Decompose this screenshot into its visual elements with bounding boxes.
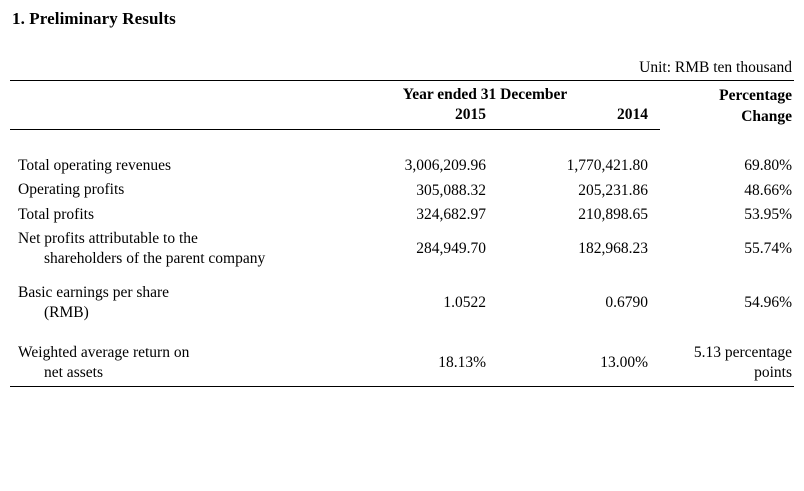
row-value-pct: 53.95% <box>744 205 793 223</box>
row-label: Total operating revenues <box>18 157 171 175</box>
row-value-2014: 13.00% <box>500 341 660 386</box>
row-value-2014: 1,770,421.80 <box>566 157 649 175</box>
row-label-line2: shareholders of the parent company <box>44 249 266 267</box>
row-label-multiline <box>10 341 310 386</box>
header-percentage-change <box>660 81 794 130</box>
page-title: 1. Preliminary Results <box>12 9 176 28</box>
row-value-pct-line1: 5.13 percentage <box>693 344 793 362</box>
row-value-2015: 324,682.97 <box>416 205 486 223</box>
header-percentage-line2: Change <box>741 107 793 125</box>
row-label-multiline <box>10 227 310 271</box>
row-label: Total profits <box>18 205 94 223</box>
header-year-2014: 2014 <box>500 106 660 130</box>
preliminary-results-table <box>10 80 794 387</box>
row-value-pct-multiline <box>660 341 794 386</box>
row-value-2015: 305,088.32 <box>416 181 486 199</box>
row-value-pct: 54.96% <box>744 294 793 312</box>
table-row <box>10 341 794 386</box>
row-label-line2: (RMB) <box>44 304 89 322</box>
row-value-pct-line2: points <box>754 364 793 382</box>
row-value-2015: 284,949.70 <box>416 239 486 257</box>
row-value-pct: 55.74% <box>744 239 793 257</box>
row-label-line2: net assets <box>44 364 103 382</box>
row-value-pct: 48.66% <box>744 181 793 199</box>
spacer-row <box>10 130 794 155</box>
unit-note: Unit: RMB ten thousand <box>639 59 792 76</box>
row-value-2014: 182,968.23 <box>578 239 649 257</box>
row-value-2015: 3,006,209.96 <box>404 157 486 175</box>
row-label-line1: Basic earnings per share <box>18 284 170 302</box>
row-label-line1: Weighted average return on <box>18 344 190 362</box>
spacer-row <box>10 325 794 341</box>
table-row <box>10 154 794 178</box>
row-value-2015: 1.0522 <box>443 294 486 312</box>
header-year-2015: 2015 <box>310 106 500 130</box>
row-value-2014: 210,898.65 <box>578 205 649 223</box>
table-row <box>10 178 794 202</box>
table-row <box>10 203 794 227</box>
row-label-multiline <box>10 281 310 325</box>
header-percentage-line1: Percentage <box>719 87 793 104</box>
table-header-row-period <box>10 81 794 107</box>
header-blank-cell-2 <box>10 106 310 130</box>
row-value-2014: 0.6790 <box>605 294 649 312</box>
row-value-2015: 18.13% <box>310 341 500 386</box>
header-period-span: Year ended 31 December <box>310 81 660 107</box>
table-row <box>10 281 794 325</box>
row-value-pct: 69.80% <box>744 157 793 175</box>
row-label: Operating profits <box>18 181 125 199</box>
row-value-2014: 205,231.86 <box>578 181 649 199</box>
row-label-line1: Net profits attributable to the <box>18 229 198 247</box>
spacer-row <box>10 271 794 281</box>
header-blank-cell <box>10 81 310 107</box>
table-row <box>10 227 794 271</box>
